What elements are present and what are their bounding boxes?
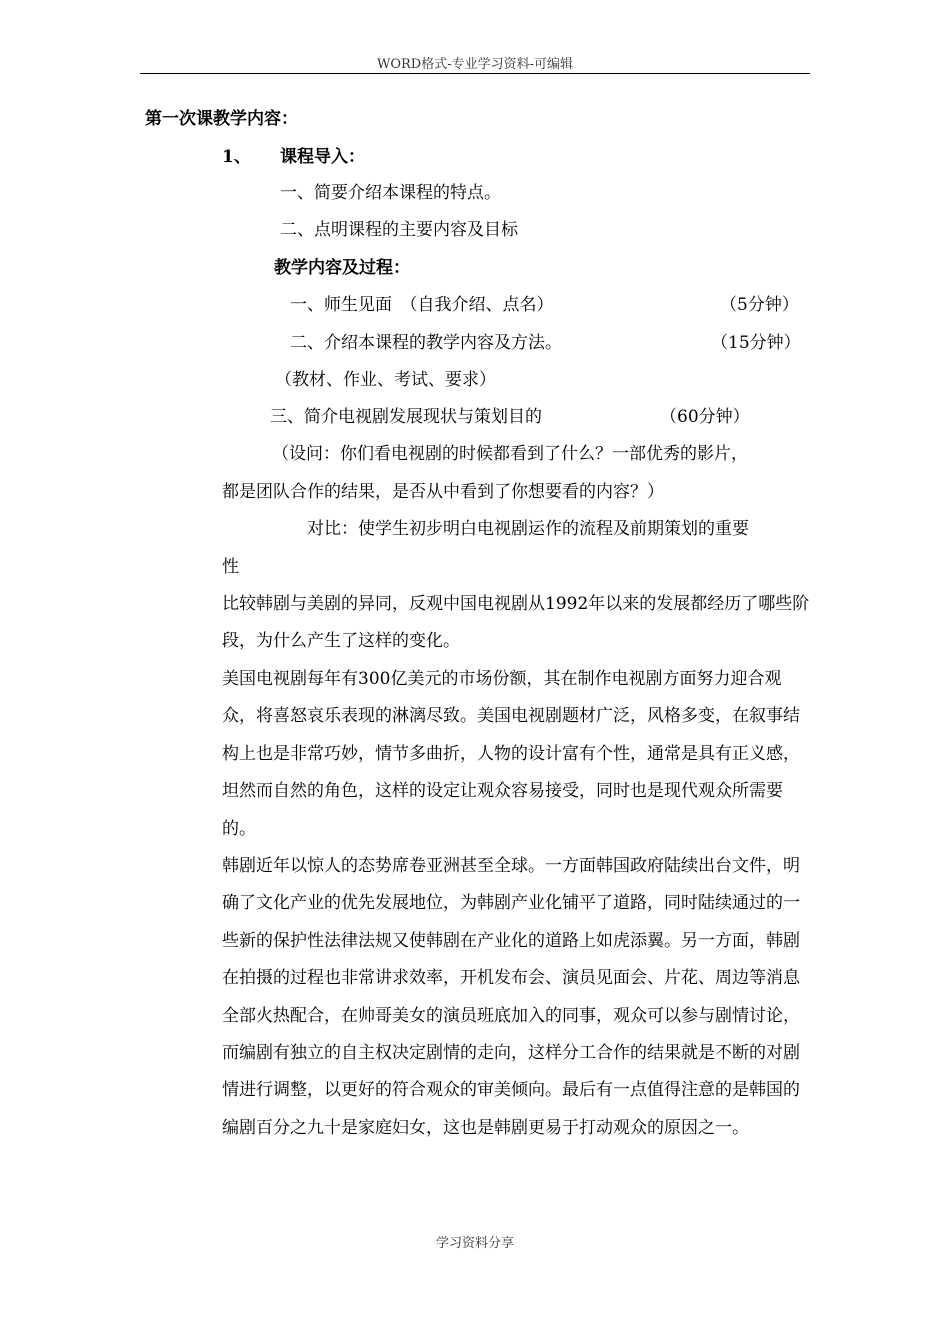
compare-line-2: 性 — [222, 557, 239, 577]
compare-line-1: 对比：使学生初步明白电视剧运作的流程及前期策划的重要 — [307, 519, 749, 539]
step2-time: （15分钟） — [711, 333, 801, 353]
paragraph-us-drama: 美国电视剧每年有300亿美元的市场份额，其在制作电视剧方面努力迎合观众，将喜怒哀乐表现的淋漓尽致。美国电视剧题材广泛，风格多变，在叙事结构上也是非常巧妙，情节多曲折，人物的设计富有个性，通常是具有正义感，坦然而自然的角色，这样的设定让观众容易接受，同时也是现代观众所需要的。 — [222, 669, 800, 839]
page-footer: 学习资料分享 — [435, 1236, 514, 1251]
paragraph-comparison: 比较韩剧与美剧的异同，反观中国电视剧从1992年以来的发展都经历了哪些阶段，为什么产生了这样的变化。 — [222, 594, 810, 652]
section-title: 第一次课教学内容： — [145, 109, 298, 129]
paragraph-korean-drama: 韩剧近年以惊人的态势席卷亚洲甚至全球。一方面韩国政府陆续出台文件，明确了文化产业的优先发展地位，为韩剧产业化铺平了道路，同时陆续通过的一些新的保护性法律法规又使韩剧在产业化的道路上如虎添翼。另一方面，韩剧在拍摄的过程也非常讲求效率，开机发布会、演员见面会、片花、周边等消息全部火热配合，在帅哥美女的演员班底加入的同事，观众可以参与剧情讨论，而编剧有独立的自主权决定剧情的走向，这样分工合作的结果就是不断的对剧情进行调整，以更好的符合观众的审美倾向。最后有一点值得注意的是韩国的编剧百分之九十是家庭妇女，这也是韩剧更易于打动观众的原因之一。 — [222, 856, 800, 1138]
page-header: WORD格式-专业学习资料-可编辑 — [376, 57, 574, 72]
step3-time: （60分钟） — [660, 407, 750, 427]
step2-detail: （教材、作业、考试、要求） — [275, 370, 496, 390]
item1-number: 1、 — [222, 147, 251, 167]
step2-text: 二、介绍本课程的教学内容及方法。 — [290, 333, 562, 353]
step1-time: （5分钟） — [720, 295, 799, 315]
intro-point-2: 二、点明课程的主要内容及目标 — [280, 220, 518, 240]
question-line-2: 都是团队合作的结果，是否从中看到了你想要看的内容？） — [222, 482, 664, 502]
process-title: 教学内容及过程： — [274, 258, 410, 278]
question-line-1: （设问：你们看电视剧的时候都看到了什么？一部优秀的影片， — [272, 444, 748, 464]
step3-text: 三、简介电视剧发展现状与策划目的 — [270, 407, 542, 427]
intro-point-1: 一、简要介绍本课程的特点。 — [280, 183, 501, 203]
header-rule — [140, 73, 810, 74]
item1-title: 课程导入： — [280, 147, 365, 167]
step1-text: 一、师生见面 （自我介绍、点名） — [290, 295, 554, 315]
